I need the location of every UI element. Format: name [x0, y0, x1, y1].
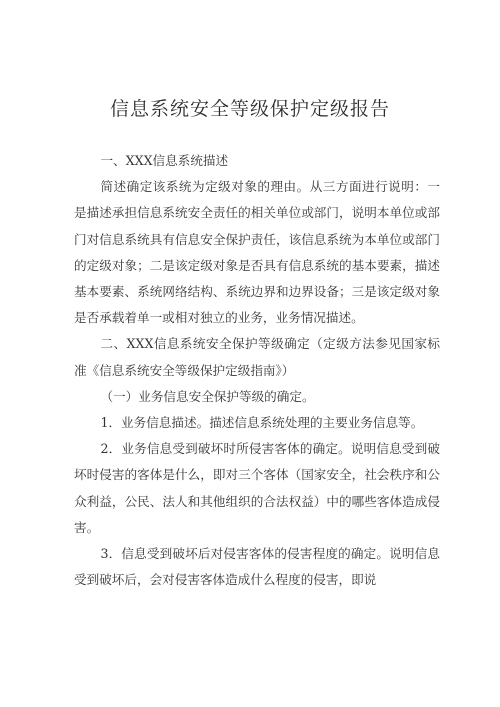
list-item-1: 1．业务信息描述。描述信息系统处理的主要业务信息等。 [100, 415, 424, 431]
paragraph-system-description: 简述确定该系统为定级对象的理由。从三方面进行说明：一是描述承担信息系统安全责任的相关单位或部门，说明本单位或部门对信息系统具有信息安全保护责任，该信息系统为本单位或部门的定级对象；二是该定级对象是否具有信息系统的基本要素，描述基本要素、系统网络结构、系统边界和边界设备；三是该定级对象是否承载着单一或相对独立的业务，业务情况描述。 [74, 179, 440, 326]
document-body [74, 148, 440, 593]
list-item-3: 3．信息受到破坏后对侵害客体的侵害程度的确定。说明信息受到破坏后，会对侵害客体造成什么程度的侵害，即说 [74, 546, 440, 588]
subsection-heading-1: （一）业务信息安全保护等级的确定。 [100, 388, 315, 404]
document-title: 信息系统安全等级保护定级报告 [109, 98, 390, 120]
section-heading-1: 一、XXX信息系统描述 [100, 153, 229, 168]
section-heading-2: 二、XXX信息系统安全保护等级确定（定级方法参见国家标准《信息系统安全等级保护定级指南》） [74, 336, 440, 378]
list-item-2: 2．业务信息受到破坏时所侵害客体的确定。说明信息受到破坏时侵害的客体是什么，即对三个客体（国家安全，社会秩序和公众利益，公民、法人和其他组织的合法权益）中的哪些客体造成侵害。 [74, 441, 440, 535]
